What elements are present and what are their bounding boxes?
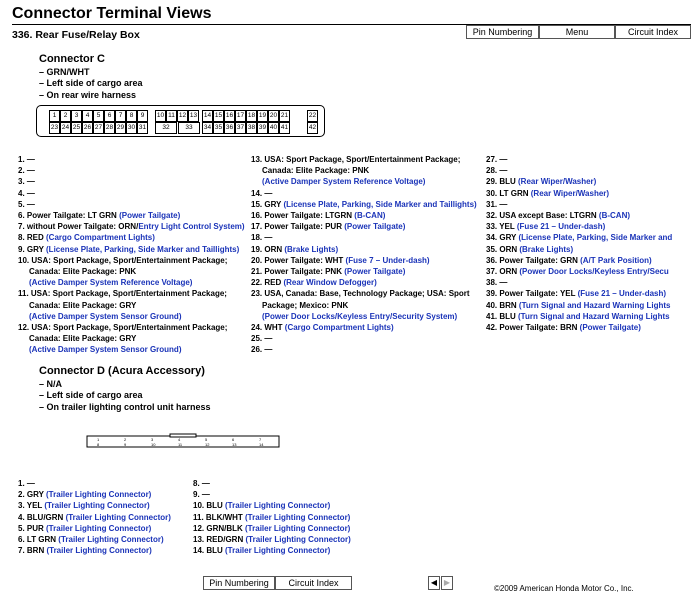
circuit-link[interactable]: (Rear Wiper/Washer) bbox=[518, 177, 597, 187]
circuit-link[interactable]: (Cargo Compartment Lights) bbox=[46, 233, 155, 243]
pin-text: 3. — bbox=[18, 177, 35, 187]
pin-text: 21. Power Tailgate: PNK bbox=[251, 267, 345, 277]
connector-c-pin-list-2 bbox=[251, 154, 480, 356]
circuit-link[interactable]: (Turn Signal and Hazard Warning Lights bbox=[518, 300, 671, 310]
connector-d-pin-row bbox=[18, 534, 193, 545]
terminal-label: 10 bbox=[151, 442, 156, 447]
connector-c-pin-row bbox=[486, 210, 691, 221]
next-page-icon[interactable]: ▶ bbox=[441, 576, 453, 590]
connector-d-pin-row bbox=[193, 489, 368, 500]
terminal-cavity: 2 bbox=[60, 110, 71, 122]
circuit-index-button-bottom[interactable]: Circuit Index bbox=[275, 576, 352, 590]
circuit-link[interactable]: (Brake Lights) bbox=[284, 244, 339, 254]
connector-c-pin-row bbox=[18, 165, 248, 176]
terminal-cavity: 30 bbox=[126, 122, 137, 134]
pin-text: 20. Power Tailgate: WHT bbox=[251, 255, 346, 265]
connector-c-pin-row bbox=[486, 154, 691, 165]
connector-d-pin-row bbox=[18, 512, 193, 523]
connector-c-pin-row bbox=[486, 322, 691, 333]
connector-d-pin-row bbox=[18, 478, 193, 489]
connector-c-pin-row bbox=[486, 188, 691, 199]
terminal-cavity: 31 bbox=[137, 122, 148, 134]
connector-c-pin-row bbox=[486, 255, 691, 266]
terminal-cavity: 29 bbox=[115, 122, 126, 134]
connector-c-pin-row bbox=[18, 199, 248, 210]
pin-text: 10. BLU bbox=[193, 501, 226, 511]
terminal-cavity: 6 bbox=[104, 110, 115, 122]
connector-c-pin-row bbox=[18, 333, 248, 344]
connector-c-pin-row bbox=[251, 199, 480, 210]
connector-d-pin-row bbox=[193, 478, 368, 489]
pin-text: 32. USA except Base: LTGRN bbox=[486, 211, 599, 221]
connector-d-pin-row bbox=[18, 545, 193, 556]
pin-text: 5. PUR bbox=[18, 523, 47, 533]
connector-d-location: – Left side of cargo area bbox=[39, 390, 143, 401]
circuit-link[interactable]: (License Plate, Parking, Side Marker and Taillights) bbox=[283, 199, 477, 209]
circuit-link[interactable]: (Power Door Locks/Keyless Entry/Security System) bbox=[262, 311, 458, 321]
connector-c-diagram bbox=[36, 105, 325, 137]
terminal-label: 3 bbox=[151, 437, 154, 442]
connector-c-pin-row bbox=[251, 288, 480, 299]
terminal-cavity: 23 bbox=[49, 122, 60, 134]
circuit-link[interactable]: (Fuse 7 – Under-dash) bbox=[345, 255, 430, 265]
terminal-label: 4 bbox=[178, 437, 181, 442]
terminal-cavity: 38 bbox=[246, 122, 257, 134]
connector-d-pin-row bbox=[18, 523, 193, 534]
pin-text: Canada: Elite Package: GRY bbox=[29, 334, 137, 344]
connector-c-pin-row bbox=[251, 255, 480, 266]
terminal-cavity: 20 bbox=[268, 110, 279, 122]
pin-text: 31. — bbox=[486, 199, 508, 209]
circuit-link[interactable]: (Rear Wiper/Washer) bbox=[530, 188, 610, 198]
terminal-cavity: 16 bbox=[224, 110, 235, 122]
pin-text: Canada: Elite Package: GRY bbox=[29, 300, 137, 310]
circuit-link[interactable]: (Fuse 21 – Under-dash) bbox=[577, 289, 667, 299]
connector-c-pin-row bbox=[18, 300, 248, 311]
terminal-cavity: 28 bbox=[104, 122, 115, 134]
pin-text: 10. USA: Sport Package, Sport/Entertainment Package; bbox=[18, 255, 228, 265]
connector-c-pin-row bbox=[251, 221, 480, 232]
connector-c-pin-row bbox=[486, 165, 691, 176]
terminal-cavity: 33 bbox=[178, 122, 200, 134]
pin-text: 9. GRY bbox=[18, 244, 47, 254]
connector-d-pin-list-1 bbox=[18, 478, 193, 556]
connector-c-pin-row bbox=[251, 344, 480, 355]
connector-c-pin-row bbox=[251, 333, 480, 344]
connector-c-pin-row bbox=[18, 266, 248, 277]
circuit-link[interactable]: (License Plate, Parking, Side Marker and bbox=[518, 233, 673, 243]
pin-text: 38. — bbox=[486, 278, 508, 288]
terminal-cavity: 32 bbox=[155, 122, 177, 134]
circuit-link[interactable]: (Active Damper System Reference Voltage) bbox=[29, 278, 193, 288]
pin-text: 13. USA: Sport Package, Sport/Entertainment Package; bbox=[251, 155, 461, 164]
terminal-cavity: 8 bbox=[126, 110, 137, 122]
circuit-link[interactable]: Entry Light Control System) bbox=[138, 222, 245, 232]
pin-text: 17. Power Tailgate: PUR bbox=[251, 222, 345, 232]
connector-c-pin-row bbox=[251, 188, 480, 199]
pin-text: 15. GRY bbox=[251, 199, 284, 209]
connector-c-pin-row bbox=[486, 266, 691, 277]
pin-text: Package; Mexico: PNK bbox=[262, 300, 349, 310]
terminal-cavity: 37 bbox=[235, 122, 246, 134]
circuit-link[interactable]: (Trailer Lighting Connector) bbox=[58, 535, 164, 545]
circuit-link[interactable]: (A/T Park Position) bbox=[580, 255, 652, 265]
connector-d-pin-list-2 bbox=[193, 478, 368, 556]
pin-text: 11. USA: Sport Package, Sport/Entertainment Package; bbox=[18, 289, 227, 299]
terminal-cavity: 13 bbox=[188, 110, 199, 122]
terminal-cavity: 1 bbox=[49, 110, 60, 122]
circuit-link[interactable]: (Power Tailgate) bbox=[344, 267, 406, 277]
circuit-link[interactable]: (Trailer Lighting Connector) bbox=[46, 546, 152, 556]
circuit-link[interactable]: (Active Damper System Reference Voltage) bbox=[262, 177, 426, 187]
pin-text: 8. RED bbox=[18, 233, 47, 243]
connector-c-pin-row bbox=[486, 311, 691, 322]
connector-c-pin-row bbox=[486, 232, 691, 243]
terminal-cavity: 9 bbox=[137, 110, 148, 122]
connector-c-pin-row bbox=[486, 244, 691, 255]
terminal-label: 14 bbox=[259, 442, 264, 447]
connector-c-pin-row bbox=[486, 288, 691, 299]
terminal-label: 13 bbox=[232, 442, 237, 447]
pin-text: 37. ORN bbox=[486, 267, 520, 277]
connector-c-pin-row bbox=[18, 176, 248, 187]
terminal-cavity: 21 bbox=[279, 110, 290, 122]
pin-text: 1. — bbox=[18, 479, 35, 488]
connector-d-harness: – On trailer lighting control unit harness bbox=[39, 401, 211, 412]
connector-c-pin-row bbox=[486, 277, 691, 288]
circuit-index-button[interactable]: Circuit Index bbox=[615, 25, 691, 39]
terminal-label: 1 bbox=[97, 437, 100, 442]
terminal-cavity: 14 bbox=[202, 110, 213, 122]
connector-c-pin-row bbox=[18, 311, 248, 322]
pin-text: 12. USA: Sport Package, Sport/Entertainment Package; bbox=[18, 323, 228, 333]
connector-d-diagram bbox=[85, 432, 281, 452]
pin-text: 12. GRN/BLK bbox=[193, 523, 246, 533]
connector-c-pin-row bbox=[18, 188, 248, 199]
terminal-cavity: 22 bbox=[307, 110, 318, 122]
terminal-cavity: 40 bbox=[268, 122, 279, 134]
terminal-cavity: 27 bbox=[93, 122, 104, 134]
terminal-cavity: 26 bbox=[82, 122, 93, 134]
circuit-link[interactable]: (Trailer Lighting Connector) bbox=[44, 501, 150, 511]
connector-c-title: Connector C bbox=[39, 53, 105, 65]
connector-c-pin-row bbox=[251, 322, 480, 333]
terminal-label: 9 bbox=[124, 442, 127, 447]
circuit-link[interactable]: (Turn Signal and Hazard Warning Lights bbox=[518, 311, 670, 321]
connector-c-pin-row bbox=[18, 232, 248, 243]
pin-text: 11. BLK/WHT bbox=[193, 512, 246, 522]
previous-page-icon[interactable]: ◀ bbox=[428, 576, 440, 590]
circuit-link[interactable]: (Trailer Lighting Connector) bbox=[245, 523, 351, 533]
terminal-cavity: 25 bbox=[71, 122, 82, 134]
connector-c-pin-row bbox=[486, 199, 691, 210]
pin-text: 41. BLU bbox=[486, 311, 519, 321]
circuit-link[interactable]: (Trailer Lighting Connector) bbox=[65, 512, 171, 522]
terminal-cavity: 41 bbox=[279, 122, 290, 134]
connector-c-pin-row bbox=[18, 322, 248, 333]
pin-text: 34. GRY bbox=[486, 233, 519, 243]
pin-text: 4. — bbox=[18, 188, 35, 198]
connector-c-color: – GRN/WHT bbox=[39, 67, 90, 77]
pin-numbering-button[interactable]: Pin Numbering bbox=[466, 25, 539, 39]
connector-c-location: – Left side of cargo area bbox=[39, 78, 143, 89]
pin-text: 7. BRN bbox=[18, 546, 47, 556]
terminal-cavity: 18 bbox=[246, 110, 257, 122]
pin-numbering-button-bottom[interactable]: Pin Numbering bbox=[203, 576, 275, 590]
connector-d-pin-row bbox=[18, 489, 193, 500]
connector-c-pin-row bbox=[251, 176, 480, 187]
connector-c-pin-list-1 bbox=[18, 154, 248, 356]
circuit-link[interactable]: (Cargo Compartment Lights) bbox=[284, 323, 394, 333]
pin-text: 6. LT GRN bbox=[18, 535, 59, 545]
terminal-cavity: 4 bbox=[82, 110, 93, 122]
connector-d-pin-row bbox=[193, 545, 368, 556]
terminal-cavity: 24 bbox=[60, 122, 71, 134]
circuit-link[interactable]: (Power Tailgate) bbox=[119, 211, 181, 221]
connector-c-pin-list-3 bbox=[486, 154, 691, 333]
terminal-cavity: 17 bbox=[235, 110, 246, 122]
pin-text: 4. BLU/GRN bbox=[18, 512, 66, 522]
pin-text: 13. RED/GRN bbox=[193, 535, 246, 545]
pin-text: 1. — bbox=[18, 155, 35, 164]
terminal-cavity: 7 bbox=[115, 110, 126, 122]
terminal-cavity: 3 bbox=[71, 110, 82, 122]
connector-c-pin-row bbox=[251, 165, 480, 176]
pin-text: Canada: Elite Package: PNK bbox=[262, 166, 370, 176]
connector-c-pin-row bbox=[18, 288, 248, 299]
circuit-link[interactable]: (Trailer Lighting Connector) bbox=[225, 501, 331, 511]
pin-text: 30. LT GRN bbox=[486, 188, 531, 198]
pin-text: 9. — bbox=[193, 490, 210, 500]
connector-c-pin-row bbox=[486, 221, 691, 232]
connector-c-pin-row bbox=[486, 176, 691, 187]
connector-c-details bbox=[39, 67, 143, 101]
pin-text: 26. — bbox=[251, 345, 273, 355]
connector-c-pin-row bbox=[251, 277, 480, 288]
terminal-cavity: 35 bbox=[213, 122, 224, 134]
connector-c-pin-row bbox=[251, 232, 480, 243]
connector-c-pin-row bbox=[251, 210, 480, 221]
connector-c-pin-row bbox=[18, 210, 248, 221]
circuit-link[interactable]: (Trailer Lighting Connector) bbox=[225, 546, 331, 556]
circuit-link[interactable]: (Brake Lights) bbox=[519, 244, 574, 254]
pin-text: 36. Power Tailgate: GRN bbox=[486, 255, 581, 265]
pin-text: 33. YEL bbox=[486, 222, 517, 232]
circuit-link[interactable]: (Rear Window Defogger) bbox=[283, 278, 377, 288]
terminal-label: 5 bbox=[205, 437, 208, 442]
circuit-link[interactable]: (B-CAN) bbox=[354, 211, 386, 221]
pin-text: 2. — bbox=[18, 166, 35, 176]
pin-text: 3. YEL bbox=[18, 501, 45, 511]
connector-c-pin-row bbox=[251, 300, 480, 311]
circuit-link[interactable]: (Trailer Lighting Connector) bbox=[46, 490, 152, 500]
terminal-label: 12 bbox=[205, 442, 210, 447]
connector-d-details bbox=[39, 379, 211, 413]
connector-c-pin-row bbox=[18, 154, 248, 165]
pin-text: 42. Power Tailgate: BRN bbox=[486, 323, 580, 333]
pin-text: 40. BRN bbox=[486, 300, 519, 310]
terminal-cavity: 12 bbox=[177, 110, 188, 122]
circuit-link[interactable]: (Active Damper System Sensor Ground) bbox=[29, 311, 182, 321]
connector-d-pin-row bbox=[193, 534, 368, 545]
circuit-link[interactable]: (Fuse 21 – Under-dash) bbox=[516, 222, 606, 232]
terminal-label: 8 bbox=[97, 442, 100, 447]
connector-d-pin-row bbox=[18, 500, 193, 511]
circuit-link[interactable]: (Trailer Lighting Connector) bbox=[245, 512, 351, 522]
pin-text: 16. Power Tailgate: LTGRN bbox=[251, 211, 355, 221]
pin-text: 2. GRY bbox=[18, 490, 47, 500]
terminal-cavity: 42 bbox=[307, 122, 318, 134]
connector-d-pin-row bbox=[193, 500, 368, 511]
circuit-link[interactable]: (Power Tailgate) bbox=[344, 222, 406, 232]
pin-text: 39. Power Tailgate: YEL bbox=[486, 289, 578, 299]
terminal-label: 6 bbox=[232, 437, 235, 442]
terminal-label: 7 bbox=[259, 437, 262, 442]
pin-text: 25. — bbox=[251, 334, 273, 344]
terminal-label: 2 bbox=[124, 437, 127, 442]
connector-c-pin-row bbox=[486, 300, 691, 311]
connector-c-harness: – On rear wire harness bbox=[39, 89, 137, 100]
pin-text: 35. ORN bbox=[486, 244, 520, 254]
terminal-cavity: 15 bbox=[213, 110, 224, 122]
pin-text: 29. BLU bbox=[486, 177, 519, 187]
page-title: Connector Terminal Views bbox=[12, 5, 212, 22]
pin-text: 14. — bbox=[251, 188, 273, 198]
pin-text: 18. — bbox=[251, 233, 273, 243]
pin-text: 7. without Power Tailgate: ORN/ bbox=[18, 222, 139, 232]
connector-d-title: Connector D (Acura Accessory) bbox=[39, 365, 205, 377]
connector-c-pin-row bbox=[18, 277, 248, 288]
pin-text: 22. RED bbox=[251, 278, 284, 288]
connector-c-pin-row bbox=[18, 244, 248, 255]
connector-c-pin-row bbox=[251, 266, 480, 277]
pin-text: Canada: Elite Package: PNK bbox=[29, 267, 137, 277]
terminal-cavity: 19 bbox=[257, 110, 268, 122]
connector-d-pin-row bbox=[193, 523, 368, 534]
pin-text: 14. BLU bbox=[193, 546, 226, 556]
connector-c-pin-row bbox=[18, 255, 248, 266]
terminal-cavity: 39 bbox=[257, 122, 268, 134]
connector-c-pin-row bbox=[251, 311, 480, 322]
circuit-link[interactable]: (B-CAN) bbox=[598, 211, 631, 221]
pin-text: 28. — bbox=[486, 166, 508, 176]
connector-d-color: – N/A bbox=[39, 379, 63, 389]
circuit-link[interactable]: (License Plate, Parking, Side Marker and Taillights) bbox=[46, 244, 240, 254]
connector-c-pin-row bbox=[251, 244, 480, 255]
terminal-cavity: 36 bbox=[224, 122, 235, 134]
menu-button[interactable]: Menu bbox=[539, 25, 615, 39]
connector-c-pin-row bbox=[251, 154, 480, 165]
terminal-cavity: 11 bbox=[166, 110, 177, 122]
pin-text: 6. Power Tailgate: LT GRN bbox=[18, 211, 120, 221]
connector-c-pin-row bbox=[18, 221, 248, 232]
terminal-cavity: 10 bbox=[155, 110, 166, 122]
circuit-link[interactable]: (Active Damper System Sensor Ground) bbox=[29, 345, 182, 355]
pin-text: 19. ORN bbox=[251, 244, 285, 254]
circuit-link[interactable]: (Trailer Lighting Connector) bbox=[46, 523, 152, 533]
circuit-link[interactable]: (Power Tailgate) bbox=[579, 323, 641, 333]
circuit-link[interactable]: (Power Door Locks/Keyless Entry/Secu bbox=[519, 267, 669, 277]
copyright-text: ©2009 American Honda Motor Co., Inc. bbox=[494, 584, 634, 593]
pin-text: 5. — bbox=[18, 199, 35, 209]
pin-text: 24. WHT bbox=[251, 323, 285, 333]
pin-text: 23. USA, Canada: Base, Technology Package; USA: Sport bbox=[251, 289, 470, 299]
connector-c-pin-row bbox=[18, 344, 248, 355]
terminal-label: 11 bbox=[178, 442, 183, 447]
section-subtitle: 336. Rear Fuse/Relay Box bbox=[12, 29, 140, 41]
terminal-cavity: 5 bbox=[93, 110, 104, 122]
pin-text: 27. — bbox=[486, 155, 508, 164]
pin-text: 8. — bbox=[193, 479, 210, 488]
circuit-link[interactable]: (Trailer Lighting Connector) bbox=[245, 535, 351, 545]
connector-d-pin-row bbox=[193, 512, 368, 523]
terminal-cavity: 34 bbox=[202, 122, 213, 134]
